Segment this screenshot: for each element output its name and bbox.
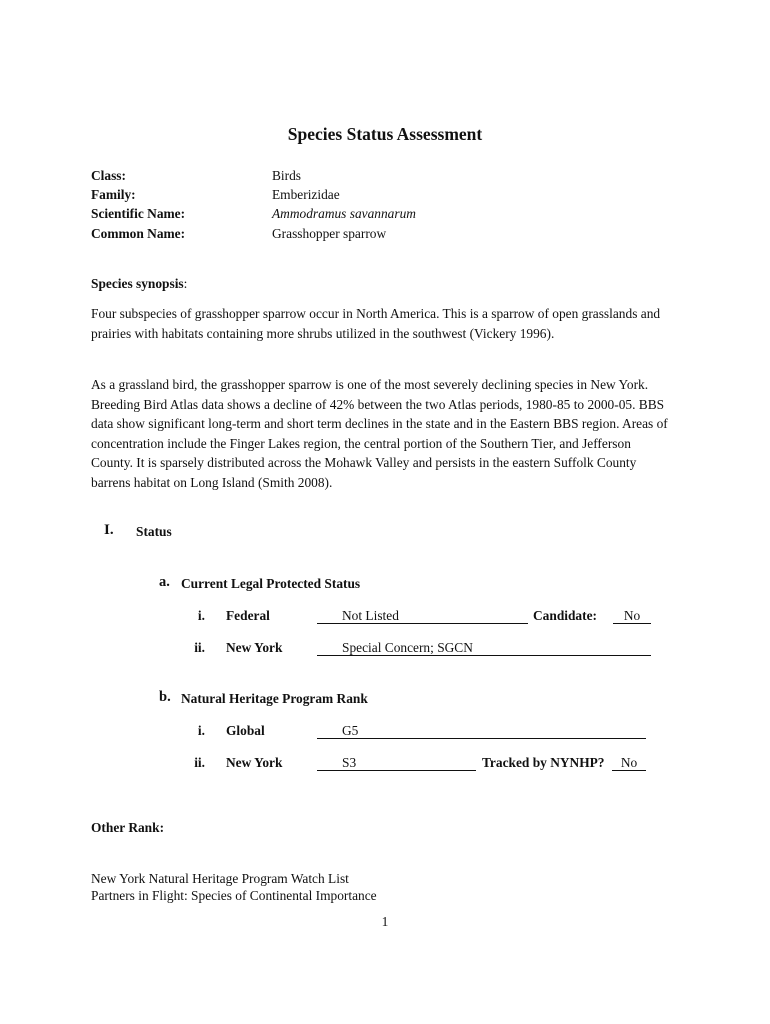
ny-legal-label: New York [226,640,283,655]
tracked-label: Tracked by NYNHP? [482,755,605,770]
page-title: Species Status Assessment [287,124,483,144]
subsection-letter-a: a. [159,574,170,590]
global-value-field [317,723,646,739]
ny-rank-value: S3 [342,755,357,770]
scientific-name-value: Ammodramus savannarum [272,206,416,221]
scientific-name-label: Scientific Name: [91,206,186,221]
ny-legal-value: Special Concern; SGCN [342,640,473,655]
synopsis-paragraph-2: As a grassland bird, the grasshopper sparrow is one of the most severely declining species in New York. Breeding Bird Atlas data shows a decline of 42% between the two Atlas periods, 1980-85 to 2000-05. BBS data show significant long-term and short term declines in the state and in the Eastern BBS region. Areas of concentration include the Finger Lakes region, the central portion of the Southern Tier, and Jefferson County. It is sparsely distributed across the Mohawk Valley and persists in the eastern Suffolk County barrens habitat on Long Island (Smith 2008). [91,377,668,490]
heritage-rank-title: Natural Heritage Program Rank [181,691,368,706]
federal-label: Federal [226,608,270,623]
other-rank-heading: Other Rank: [91,820,165,835]
ny-legal-numeral: ii. [194,640,205,655]
ny-legal-value-field [317,640,651,656]
other-rank-line-1: New York Natural Heritage Program Watch List [91,871,349,886]
global-numeral: i. [197,723,205,738]
class-value: Birds [272,168,302,183]
class-label: Class: [91,168,126,183]
common-name-label: Common Name: [91,226,186,241]
subsection-letter-b: b. [159,689,171,705]
synopsis-heading-text: Species synopsis [91,276,184,291]
family-label: Family: [91,187,136,202]
federal-value: Not Listed [342,608,399,623]
federal-value-field [317,608,528,624]
synopsis-colon: : [183,276,188,291]
global-value: G5 [342,723,359,738]
synopsis-paragraph-1: Four subspecies of grasshopper sparrow occur in North America. This is a sparrow of open grasslands and prairies with habitats containing more shrubs utilized in the southwest (Vickery 1996). [91,306,661,341]
ny-rank-label: New York [226,755,283,770]
synopsis-heading [91,276,187,292]
ny-rank-numeral: ii. [194,755,205,770]
other-rank-line-2: Partners in Flight: Species of Continental Importance [91,888,377,903]
common-name-value: Grasshopper sparrow [272,226,387,241]
candidate-label: Candidate: [533,608,597,623]
federal-numeral: i. [197,608,205,623]
tracked-value: No [612,755,646,771]
global-label: Global [226,723,265,738]
ny-rank-value-field [317,755,476,771]
page-number: 1 [381,914,389,929]
section-numeral: I. [104,522,114,538]
family-value: Emberizidae [272,187,340,202]
legal-status-title: Current Legal Protected Status [181,576,361,591]
section-title-status: Status [136,524,172,539]
candidate-value: No [613,608,651,624]
